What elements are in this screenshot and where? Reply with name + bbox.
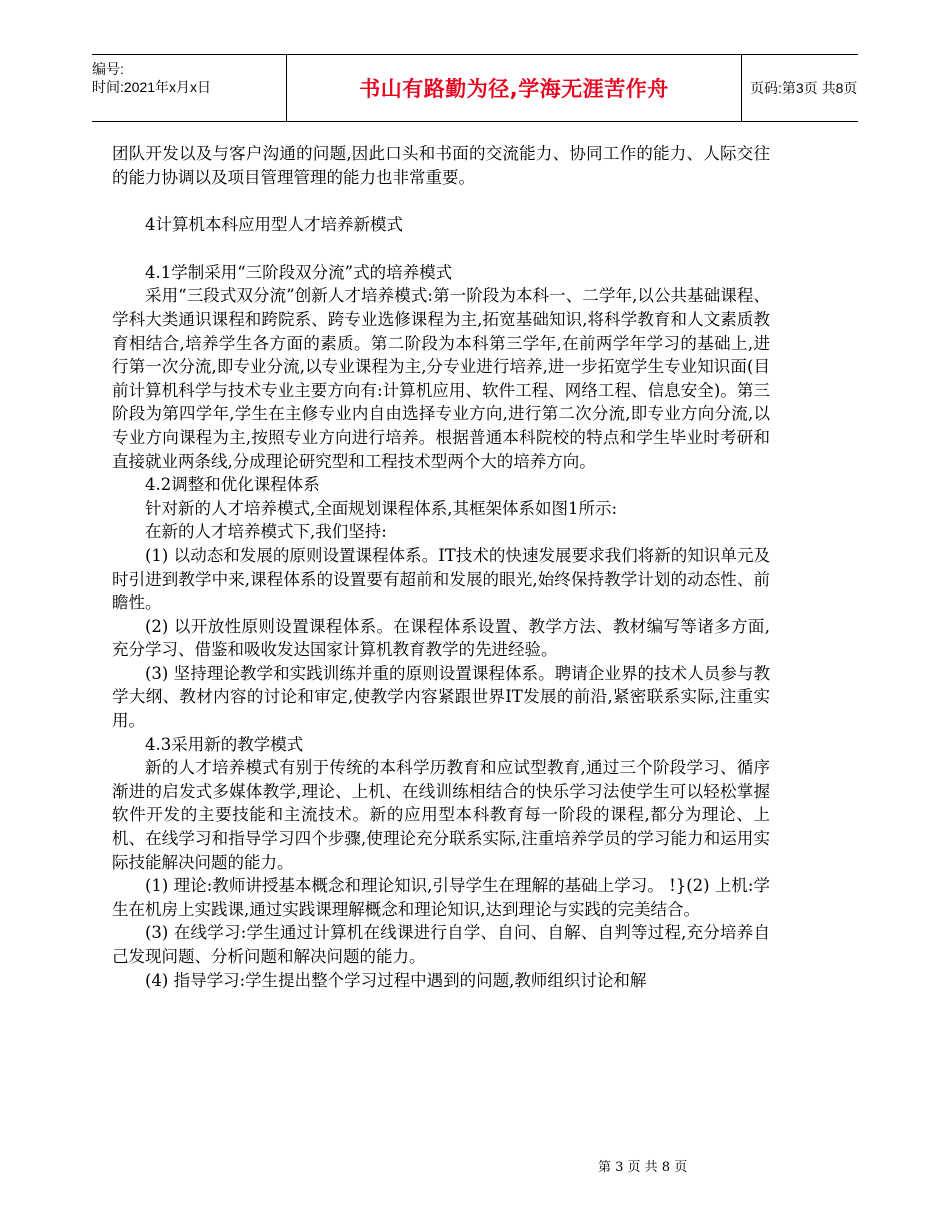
subsection-heading-4-1: 4.1学制采用“三阶段双分流”式的培养模式 bbox=[145, 262, 453, 282]
list-item-theory-lab: (1) 理论:教师讲授基本概念和理论知识,引导学生在理解的基础上学习。 !}(2) 上机:学生在机房上实践课,通过实践课理解概念和理论知识,达到理论与实践的完美结合。 bbox=[112, 876, 770, 919]
paragraph-team-communication: 团队开发以及与客户沟通的问题,因此口头和书面的交流能力、协同工作的能力、人际交往的能力协调以及项目管理管理的能力也非常重要。 bbox=[112, 144, 770, 187]
list-item-theory-practice: (3) 坚持理论教学和实践训练并重的原则设置课程体系。聘请企业界的技术人员参与教学大纲、教材内容的讨论和审定,使教学内容紧跟世界IT发展的前沿,紧密联系实际,注重实用。 bbox=[112, 663, 770, 731]
paragraph-new-teaching-model: 新的人才培养模式有别于传统的本科学历教育和应试型教育,通过三个阶段学习、循序渐进的启发式多媒体教学,理论、上机、在线训练相结合的快乐学习法使学生可以轻松掌握软件开发的主要技能和主流技术。新的应用型本科教育每一阶段的课程,都分为理论、上机、在线学习和指导学习四个步骤,使理论充分联系实际,注重培养学员的学习能力和运用实际技能解决问题的能力。 bbox=[112, 758, 770, 872]
header-page-info: 页码:第3页 共8页 bbox=[750, 80, 858, 96]
header-meta bbox=[92, 55, 286, 126]
paragraph-three-stage-model: 采用“三段式双分流”创新人才培养模式:第一阶段为本科一、二学年,以公共基础课程、学科大类通识课程和跨院系、跨专业选修课程为主,拓宽基础知识,将科学教育和人文素质教育相结合,培养学生各方面的素质。第二阶段为本科第三学年,在前两学年学习的基础上,进行第一次分流,即专业分流,以专业课程为主,分专业进行培养,进一步拓宽学生专业知识面(目前计算机科学与技术专业主要方向有:计算机应用、软件工程、网络工程、信息安全)。第三阶段为第四学年,学生在主修专业内自由选择专业方向,进行第二次分流,即专业方向分流,以专业方向课程为主,按照专业方向进行培养。根据普通本科院校的特点和学生毕业时考研和直接就业两条线,分成理论研究型和工程技术型两个大的培养方向。 bbox=[112, 286, 770, 471]
list-item-guided-learning: (4) 指导学习:学生提出整个学习过程中遇到的问题,教师组织讨论和解 bbox=[145, 970, 647, 990]
document-time-label: 时间:2021年x月x日 bbox=[92, 79, 212, 95]
list-item-dynamic-principle: (1) 以动态和发展的原则设置课程体系。IT技术的快速发展要求我们将新的知识单元及时引进到教学中来,课程体系的设置要有超前和发展的眼光,始终保持教学计划的动态性、前瞻性。 bbox=[112, 545, 770, 613]
paragraph-we-insist: 在新的人才培养模式下,我们坚持: bbox=[145, 522, 387, 542]
list-item-online-learning: (3) 在线学习:学生通过计算机在线课进行自学、自问、自解、自判等过程,充分培养自己发现问题、分析问题和解决问题的能力。 bbox=[112, 923, 770, 966]
page-header bbox=[92, 54, 858, 122]
list-item-open-principle: (2) 以开放性原则设置课程体系。在课程体系设置、教学方法、教材编写等诸多方面,充分学习、借鉴和吸收发达国家计算机教育教学的先进经验。 bbox=[112, 616, 770, 660]
document-number-label: 编号: bbox=[92, 61, 124, 77]
document-body bbox=[112, 142, 770, 992]
section-heading-4: 4计算机本科应用型人才培养新模式 bbox=[145, 215, 403, 235]
subsection-heading-4-3: 4.3采用新的教学模式 bbox=[145, 734, 304, 754]
header-motto-cell bbox=[286, 55, 742, 121]
paragraph-curriculum-plan: 针对新的人才培养模式,全面规划课程体系,其框架体系如图1所示: bbox=[145, 498, 618, 518]
header-motto: 书山有路勤为径,学海无涯苦作舟 bbox=[359, 77, 669, 101]
subsection-heading-4-2: 4.2调整和优化课程体系 bbox=[145, 475, 320, 495]
page-footer: 第 3 页 共 8 页 bbox=[598, 1160, 688, 1175]
